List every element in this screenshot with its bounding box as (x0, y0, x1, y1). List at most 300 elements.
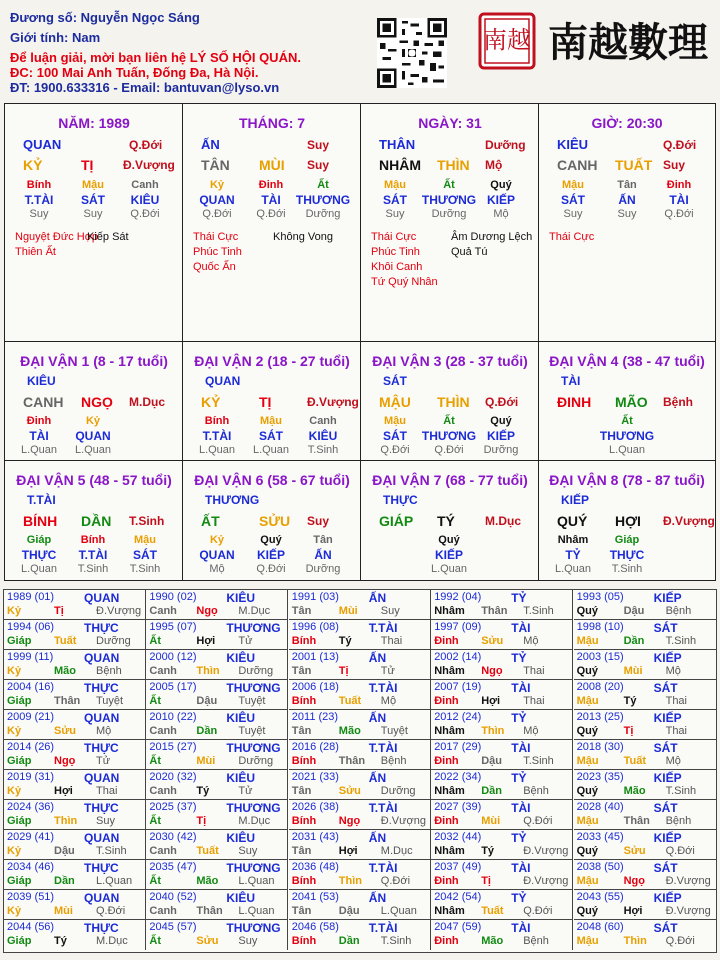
hidden-star: THƯƠNG (295, 193, 351, 207)
dai-van-hidden-star: TỶ (565, 548, 581, 562)
year-branch: Tý (196, 785, 210, 797)
year-state: Suy (238, 845, 258, 857)
dai-van-stem: BÍNH (23, 513, 58, 529)
year-star: TỶ (511, 651, 527, 665)
year-star: QUAN (84, 771, 120, 785)
year-state: Suy (96, 815, 115, 827)
dai-van-6 (183, 461, 361, 580)
year-branch: Sửu (196, 935, 219, 947)
year-star: TÀI (511, 921, 531, 935)
hidden-stem: Mậu (562, 179, 584, 191)
pillar-title: THÁNG: 7 (238, 115, 306, 131)
year-stem: Nhâm (434, 605, 465, 617)
year-state: Q.Đới (665, 845, 695, 857)
dai-van-hidden-state: Q.Đới (434, 444, 464, 456)
year-star: TÀI (511, 741, 531, 755)
year-star: SÁT (653, 621, 678, 635)
year-branch: Hợi (481, 695, 501, 707)
dai-van-hidden-star: ẤN (314, 548, 332, 562)
pillar-1 (5, 104, 183, 342)
annual-year-cell (431, 770, 573, 800)
dai-van-hidden-stem: Mậu (384, 415, 406, 427)
shen-sha-left: Thái Cực (549, 231, 595, 243)
hidden-stem: Mậu (384, 179, 406, 191)
year-label: 2016 (28) (291, 741, 339, 753)
dai-van-hidden-state: L.Quan (252, 444, 290, 456)
annual-year-cell (431, 890, 573, 920)
hidden-star: TÀI (669, 193, 689, 207)
year-label: 2015 (27) (149, 741, 197, 753)
year-state: Suy (238, 935, 258, 947)
year-stem: Tân (291, 845, 312, 857)
year-label: 2027 (39) (434, 801, 482, 813)
year-branch: Thìn (54, 815, 78, 827)
hidden-state: Mộ (493, 208, 509, 220)
year-label: 2004 (16) (7, 681, 55, 693)
hidden-stem: Ất (317, 179, 329, 191)
year-state: Q.Đới (96, 905, 126, 917)
year-star: SÁT (653, 861, 678, 875)
hidden-stem: Kỷ (209, 179, 225, 191)
year-branch: Mão (54, 665, 76, 677)
year-stem: Giáp (7, 875, 32, 887)
year-stem: Mậu (576, 875, 599, 887)
owner-name: Đương số: Nguyễn Ngọc Sáng (10, 10, 200, 25)
hidden-star: SÁT (81, 193, 105, 207)
annual-year-cell (289, 740, 431, 770)
year-state: Tử (238, 785, 253, 797)
hidden-state: Dưỡng (431, 208, 467, 220)
annual-year-cell (431, 860, 573, 890)
year-branch: Tuất (338, 695, 362, 707)
year-state: Tử (380, 665, 395, 677)
year-label: 2012 (24) (434, 711, 482, 723)
dai-van-star: QUAN (205, 374, 241, 388)
shen-sha-right: Âm Dương Lệch (451, 231, 533, 243)
shen-sha-left: Quốc Ấn (193, 261, 236, 273)
year-label: 1993 (05) (576, 591, 624, 603)
year-label: 2029 (41) (7, 831, 55, 843)
annual-year-cell (146, 830, 288, 860)
year-stem: Đinh (434, 815, 459, 827)
year-label: 2036 (48) (291, 861, 339, 873)
dai-van-title: ĐẠI VẬN 4 (38 - 47 tuổi) (549, 353, 705, 369)
year-state: Mộ (96, 725, 112, 737)
year-star: ẤN (368, 711, 387, 725)
year-star: SÁT (653, 741, 678, 755)
dai-van-star: THƯƠNG (205, 493, 260, 507)
year-stem: Mậu (576, 635, 599, 647)
year-branch: Dậu (623, 605, 645, 617)
year-star: TỶ (511, 771, 527, 785)
annual-year-cell (4, 740, 146, 770)
year-branch: Tị (338, 665, 349, 677)
year-star: THỰC (84, 861, 119, 875)
dai-van-stem: ĐINH (557, 394, 592, 410)
year-stem: Quý (576, 725, 598, 737)
year-star: TỶ (511, 891, 527, 905)
year-branch: Dần (623, 635, 645, 647)
year-star: TÀI (511, 681, 531, 695)
shen-sha-left: Thái Cực (371, 231, 417, 243)
year-stem: Ất (149, 635, 161, 647)
dai-van-state: T.Sinh (129, 514, 165, 528)
bazi-chart (4, 103, 716, 581)
year-label: 2019 (31) (7, 771, 55, 783)
dai-van-stem: QUÝ (557, 513, 588, 529)
annual-year-cell (4, 650, 146, 680)
year-star: T.TÀI (368, 741, 398, 755)
dai-van-hidden-star: QUAN (199, 548, 235, 562)
dai-van-hidden-stem: Nhâm (557, 534, 589, 546)
dai-van-hidden-stem: Kỷ (209, 534, 225, 546)
year-label: 2024 (36) (7, 801, 55, 813)
year-label: 2045 (57) (149, 921, 197, 933)
pillar-earthly-branch: TUẤT (615, 157, 653, 173)
annual-year-cell (574, 800, 716, 830)
dai-van-hidden-star: T.TÀI (202, 429, 232, 443)
year-state: Đ.Vượng (523, 875, 569, 887)
year-star: ẤN (368, 771, 387, 785)
shen-sha-right: Kiếp Sát (87, 231, 129, 243)
dai-van-hidden-star: QUAN (75, 429, 111, 443)
year-star: SÁT (653, 801, 678, 815)
year-label: 2009 (21) (7, 711, 55, 723)
year-star: T.TÀI (368, 681, 398, 695)
annual-year-cell (574, 770, 716, 800)
year-label: 2001 (13) (291, 651, 339, 663)
year-branch: Hợi (54, 785, 73, 797)
year-branch: Thân (623, 815, 650, 827)
year-star: KIÊU (226, 591, 256, 605)
year-stem: Canh (149, 665, 177, 677)
pillar-top-state: Dưỡng (485, 138, 526, 152)
dai-van-8 (539, 461, 715, 580)
year-star: THƯƠNG (226, 621, 281, 635)
year-label: 1991 (03) (291, 591, 339, 603)
year-state: L.Quan (238, 905, 275, 917)
hidden-state: Suy (563, 208, 583, 220)
year-label: 2039 (51) (7, 891, 55, 903)
dai-van-stem: KỶ (201, 394, 221, 410)
year-branch: Mão (481, 935, 504, 947)
hidden-star: KIẾP (486, 193, 515, 207)
year-star: KIÊU (226, 711, 256, 725)
year-state: Tuyệt (380, 725, 408, 737)
year-star: KIẾP (653, 771, 682, 785)
dai-van-7 (361, 461, 539, 580)
year-star: TÀI (511, 861, 531, 875)
annual-year-cell (146, 590, 288, 620)
dai-van-hidden-state: T.Sinh (307, 444, 339, 456)
year-stem: Đinh (434, 635, 459, 647)
dai-van-state: M.Dục (485, 514, 521, 528)
annual-year-cell (289, 800, 431, 830)
annual-year-cell (431, 650, 573, 680)
dai-van-hidden-stem: Giáp (614, 534, 640, 546)
pillar-stem-star: QUAN (23, 137, 62, 152)
year-label: 2034 (46) (7, 861, 55, 873)
year-branch: Mùi (196, 755, 216, 767)
annual-year-cell (289, 770, 431, 800)
annual-year-cell (146, 860, 288, 890)
year-branch: Thìn (196, 665, 220, 677)
year-star: THỰC (84, 801, 119, 815)
annual-year-cell (574, 740, 716, 770)
year-branch: Thìn (481, 725, 505, 737)
dai-van-hidden-star: KIẾP (256, 548, 285, 562)
year-stem: Quý (576, 845, 598, 857)
year-star: QUAN (84, 711, 120, 725)
year-branch: Mùi (623, 665, 643, 677)
year-state: Tuyệt (96, 695, 124, 707)
year-state: L.Quan (380, 905, 417, 917)
year-stem: Canh (149, 905, 177, 917)
year-stem: Bính (291, 695, 317, 707)
year-label: 2017 (29) (434, 741, 482, 753)
annual-year-cell (574, 860, 716, 890)
annual-year-cell (574, 650, 716, 680)
year-branch: Tị (623, 725, 634, 737)
seal-text: 南越 (483, 26, 531, 54)
dai-van-hidden-stem: Ất (443, 415, 455, 427)
pillar-stem-star: THÂN (379, 137, 416, 152)
year-state: Bệnh (665, 605, 692, 617)
year-branch: Hợi (623, 905, 643, 917)
year-branch: Sửu (54, 725, 77, 737)
dai-van-hidden-stem: Canh (309, 415, 337, 427)
pillar-title: NGÀY: 31 (418, 115, 482, 131)
year-stem: Kỷ (7, 725, 22, 737)
year-state: T.Sinh (523, 755, 554, 767)
year-state: Q.Đới (380, 875, 411, 887)
hidden-stem: Canh (131, 179, 159, 191)
year-state: Bệnh (523, 935, 549, 947)
address: ĐC: 100 Mai Anh Tuấn, Đống Đa, Hà Nội. (10, 65, 259, 80)
year-branch: Tý (338, 635, 352, 647)
year-label: 2005 (17) (149, 681, 197, 693)
dai-van-title: ĐẠI VẬN 7 (68 - 77 tuổi) (372, 472, 528, 488)
dai-van-hidden-star: TÀI (29, 429, 49, 443)
year-stem: Nhâm (434, 785, 465, 797)
dai-van-branch: SỬU (259, 513, 291, 529)
year-state: M.Dục (238, 815, 271, 827)
year-state: Tử (238, 635, 253, 647)
year-state: T.Sinh (96, 845, 127, 857)
dai-van-hidden-state: Q.Đới (380, 444, 410, 456)
pillar-title: NĂM: 1989 (58, 115, 130, 131)
year-stem: Giáp (7, 815, 32, 827)
year-stem: Kỷ (7, 665, 22, 677)
year-label: 2002 (14) (434, 651, 482, 663)
year-stem: Tân (291, 605, 312, 617)
dai-van-hidden-state: Mộ (209, 563, 225, 575)
year-label: 2041 (53) (291, 891, 339, 903)
dai-van-hidden-star: THỰC (21, 548, 57, 562)
year-stem: Ất (149, 755, 161, 767)
year-label: 2026 (38) (291, 801, 339, 813)
year-branch: Ngọ (623, 875, 645, 887)
year-branch: Mão (623, 785, 646, 797)
dai-van-hidden-stem: Tân (313, 534, 333, 546)
year-stem: Canh (149, 605, 177, 617)
year-state: Đ.Vượng (523, 845, 569, 857)
year-stem: Nhâm (434, 905, 465, 917)
qr-code-icon (377, 18, 447, 88)
year-branch: Thân (196, 905, 223, 917)
dai-van-hidden-stem: Mậu (260, 415, 282, 427)
pillar-earthly-branch: TỊ (81, 157, 94, 173)
dai-van-5 (5, 461, 183, 580)
year-stem: Canh (149, 725, 177, 737)
year-state: Bệnh (665, 815, 692, 827)
year-star: THƯƠNG (226, 681, 281, 695)
dai-van-star: T.TÀI (27, 493, 56, 507)
year-label: 2007 (19) (434, 681, 482, 693)
dai-van-hidden-star: SÁT (259, 429, 283, 443)
dai-van-hidden-stem: Mậu (134, 534, 156, 546)
year-state: Mộ (523, 725, 539, 737)
year-state: Thai (96, 785, 118, 797)
year-stem: Mậu (576, 755, 599, 767)
dai-van-hidden-state: T.Sinh (129, 563, 161, 575)
dai-van-state: Đ.Vượng (307, 395, 359, 409)
year-branch: Dần (54, 875, 75, 887)
year-stem: Ất (149, 815, 161, 827)
dai-van-hidden-star: T.TÀI (78, 548, 108, 562)
dai-van-hidden-star: SÁT (383, 429, 407, 443)
year-branch: Hợi (338, 845, 358, 857)
annual-year-cell (146, 620, 288, 650)
year-label: 2035 (47) (149, 861, 197, 873)
dai-van-hidden-stem: Quý (438, 534, 460, 546)
pillar-heavenly-stem: KỶ (23, 157, 43, 173)
annual-year-cell (574, 680, 716, 710)
year-stem: Quý (576, 905, 598, 917)
year-state: T.Sinh (523, 605, 554, 617)
annual-year-cell (289, 830, 431, 860)
year-branch: Tuất (54, 635, 77, 647)
year-stem: Bính (291, 875, 317, 887)
year-label: 1999 (11) (7, 651, 54, 663)
year-branch: Ngọ (54, 755, 76, 767)
year-branch: Ngọ (481, 665, 503, 677)
dai-van-state: M.Dục (129, 395, 165, 409)
phone-email: ĐT: 1900.633316 - Email: bantuvan@lyso.vn (10, 80, 280, 95)
year-branch: Dần (338, 935, 360, 947)
year-state: T.Sinh (665, 635, 697, 647)
year-label: 2008 (20) (576, 681, 624, 693)
year-stem: Kỷ (7, 905, 22, 917)
year-label: 2000 (12) (149, 651, 197, 663)
year-branch: Tuất (481, 905, 504, 917)
year-branch: Sửu (338, 785, 361, 797)
year-label: 2033 (45) (576, 831, 624, 843)
year-star: THỰC (84, 681, 119, 695)
dai-van-title: ĐẠI VẬN 6 (58 - 67 tuổi) (194, 472, 350, 488)
year-label: 2047 (59) (434, 921, 482, 933)
year-stem: Ất (149, 875, 161, 887)
dai-van-state: Đ.Vượng (663, 514, 715, 528)
year-branch: Thìn (338, 875, 363, 887)
year-label: 2003 (15) (576, 651, 624, 663)
year-star: SÁT (653, 921, 678, 935)
hidden-stem: Ất (443, 179, 455, 191)
hidden-star: KIÊU (130, 193, 160, 207)
year-star: ẤN (368, 591, 387, 605)
year-state: Q.Đới (665, 935, 695, 947)
dai-van-hidden-state: Q.Đới (256, 563, 286, 575)
pillar-mid-state: Mộ (485, 158, 503, 172)
dai-van-title: ĐẠI VẬN 2 (18 - 27 tuổi) (194, 353, 350, 369)
contact-invite: Để luận giải, mời bạn liên hệ LÝ SỐ HỘI QUÁN. (10, 50, 301, 65)
dai-van-2 (183, 342, 361, 461)
dai-van-title: ĐẠI VẬN 5 (48 - 57 tuổi) (16, 472, 172, 488)
year-branch: Thân (481, 605, 508, 617)
dai-van-3 (361, 342, 539, 461)
year-star: THƯƠNG (226, 921, 281, 935)
pillar-top-state: Suy (307, 138, 330, 152)
year-label: 2018 (30) (576, 741, 624, 753)
year-stem: Mậu (576, 695, 599, 707)
brand-text: 南越數理 (548, 19, 708, 66)
hidden-state: Q.Đới (256, 208, 286, 220)
dai-van-star: THỰC (383, 493, 418, 507)
annual-year-cell (574, 710, 716, 740)
annual-year-cell (146, 650, 288, 680)
year-star: QUAN (84, 891, 120, 905)
dai-van-hidden-star: THƯƠNG (421, 429, 477, 443)
hidden-stem: Đinh (666, 179, 692, 191)
year-branch: Ngọ (338, 815, 361, 827)
hidden-star: QUAN (199, 193, 235, 207)
dai-van-hidden-star: THƯƠNG (599, 429, 655, 443)
year-branch: Hợi (196, 635, 216, 647)
shen-sha-left: Phúc Tinh (193, 246, 242, 258)
dai-van-hidden-stem: Kỷ (85, 415, 101, 427)
shen-sha-left: Tứ Quý Nhân (371, 276, 438, 288)
year-branch: Dần (481, 785, 502, 797)
hidden-star: SÁT (561, 193, 585, 207)
year-star: TÀI (511, 801, 531, 815)
year-state: M.Dục (238, 605, 271, 617)
year-state: M.Dục (96, 935, 128, 947)
year-branch: Dậu (338, 905, 360, 917)
year-label: 2042 (54) (434, 891, 482, 903)
dai-van-hidden-state: L.Quan (554, 563, 592, 575)
hidden-stem: Quý (490, 179, 512, 191)
year-label: 2028 (40) (576, 801, 624, 813)
dai-van-hidden-state: Dưỡng (483, 444, 519, 456)
year-branch: Thân (338, 755, 366, 767)
hidden-state: Suy (83, 208, 103, 220)
year-state: Bệnh (523, 785, 549, 797)
year-stem: Ất (149, 695, 161, 707)
pillar-mid-state: Suy (663, 158, 686, 172)
annual-year-cell (146, 710, 288, 740)
year-label: 2032 (44) (434, 831, 482, 843)
annual-year-cell (289, 650, 431, 680)
annual-year-cell (4, 800, 146, 830)
year-label: 2040 (52) (149, 891, 197, 903)
year-label: 2030 (42) (149, 831, 197, 843)
dai-van-hidden-state: L.Quan (20, 444, 58, 456)
hidden-state: Suy (29, 208, 49, 220)
pillar-2 (183, 104, 361, 342)
year-star: KIẾP (653, 711, 682, 725)
dai-van-branch: TỊ (259, 394, 272, 410)
dai-van-title: ĐẠI VẬN 3 (28 - 37 tuổi) (372, 353, 528, 369)
